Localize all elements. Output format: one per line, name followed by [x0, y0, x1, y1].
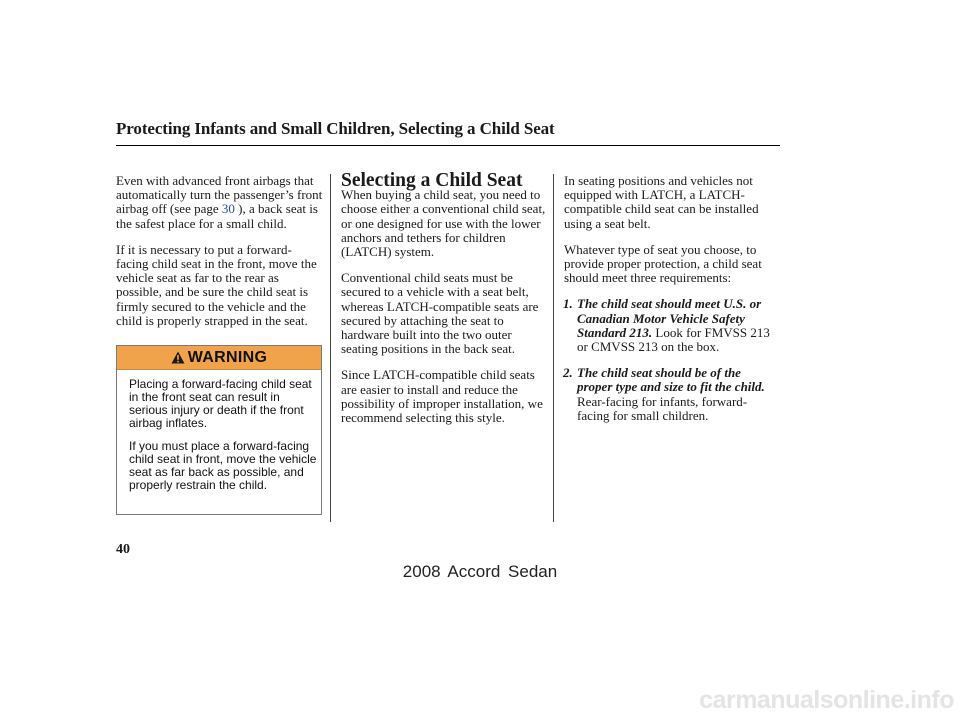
model-footer: 2008 Accord Sedan — [402, 562, 558, 581]
paragraph-choose-seat: When buying a child seat, you need to choose either a conventional child seat, or one designed for use with the lower anchors and tethers for children (LATCH) system. — [341, 187, 546, 260]
warning-body — [129, 378, 317, 502]
page-number: 40 — [116, 542, 130, 557]
requirement-lead: The child seat should be of the proper type and size to fit the child. — [577, 365, 765, 395]
requirement-item — [564, 297, 778, 354]
requirement-number: 1. — [563, 296, 573, 312]
column-divider — [553, 174, 554, 522]
requirement-number: 2. — [563, 365, 573, 381]
column-1 — [116, 174, 324, 340]
paragraph-requirements-intro: Whatever type of seat you choose, to provide proper protection, a child seat should meet three requirements: — [564, 241, 762, 286]
warning-paragraph: If you must place a forward-facing child seat in front, move the vehicle seat as far back as possible, and properly restrain the child. — [129, 439, 317, 492]
page-reference-link[interactable]: 30 — [221, 201, 235, 217]
warning-header — [117, 346, 321, 370]
site-watermark: carmanualsonline.info — [699, 686, 954, 714]
column-2 — [341, 170, 547, 437]
paragraph-text: ), a back seat is the safest place for a small child. — [116, 201, 318, 231]
paragraph-latch-seat-belt: In seating positions and vehicles not equipped with LATCH, a LATCH-compatible child seat can be installed using a seat belt. — [564, 173, 759, 231]
requirement-text: Rear-facing for infants, forward-facing for small children. — [577, 393, 748, 423]
requirement-lead: The child seat should meet U.S. or Canadian Motor Vehicle Safety Standard 213. — [577, 296, 762, 340]
column-3 — [564, 174, 778, 435]
section-heading: Selecting a Child Seat — [341, 170, 523, 191]
paragraph-forward-facing: If it is necessary to put a forward-facing child seat in the front, move the vehicle seat as far to the rear as possible, and be sure the child seat is firmly secured to the vehicle and the child is properly strapped in the seat. — [116, 241, 317, 328]
column-divider — [330, 174, 331, 522]
requirement-item — [564, 366, 778, 423]
warning-title: WARNING — [187, 348, 268, 366]
title-divider — [116, 145, 780, 146]
page-title: Protecting Infants and Small Children, Selecting a Child Seat — [116, 119, 555, 138]
warning-box — [116, 345, 322, 515]
paragraph-latch-recommendation: Since LATCH-compatible child seats are easier to install and reduce the possibility of improper installation, we recommend selecting this style. — [341, 367, 543, 426]
warning-triangle-icon — [171, 351, 185, 364]
paragraph-text: Even with advanced front airbags that automatically turn the passenger’s front airbag off (see page — [116, 173, 323, 217]
requirement-text: Look for FMVSS 213 or CMVSS 213 on the box. — [577, 324, 770, 355]
paragraph-safest-seat — [116, 174, 324, 231]
warning-paragraph: Placing a forward-facing child seat in the front seat can result in serious injury or death if the front airbag inflates. — [129, 377, 312, 430]
paragraph-conventional-seats: Conventional child seats must be secured to a vehicle with a seat belt, whereas LATCH-compatible seats are secured by attaching the seat to hardware built into the two outer seating positions in the back seat. — [341, 270, 539, 357]
